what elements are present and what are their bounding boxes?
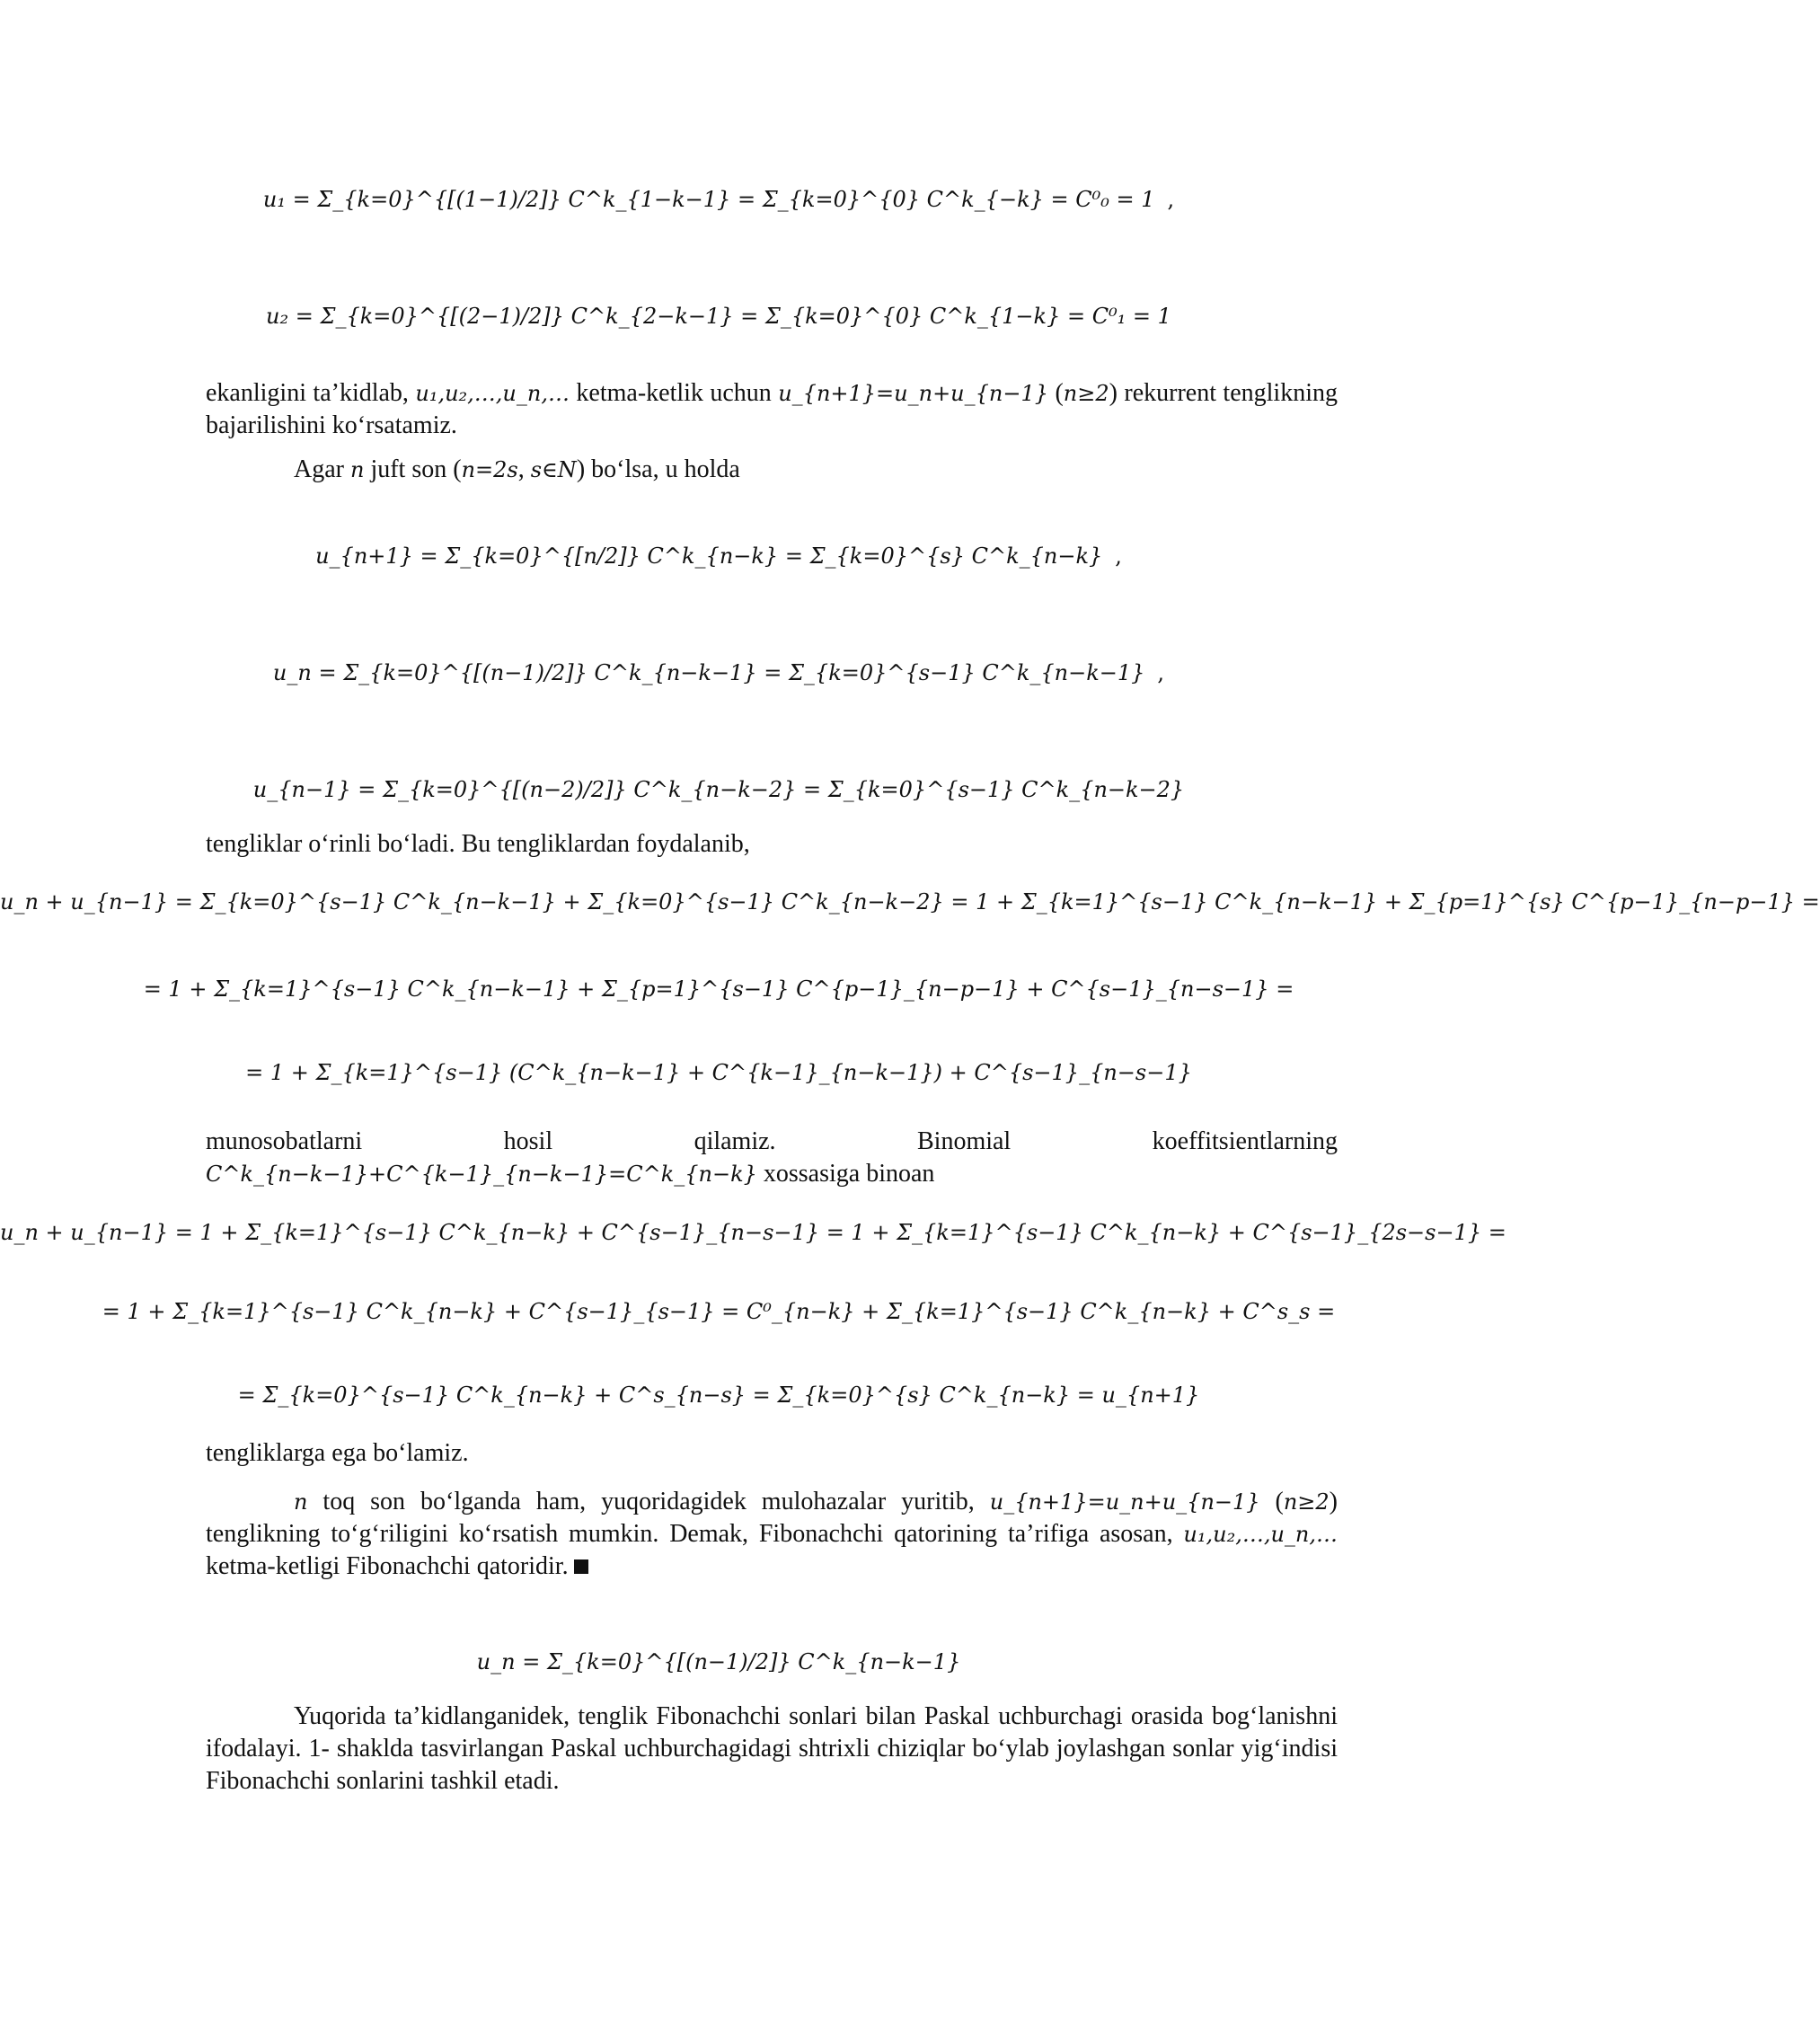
equation-text: u_n + u_{n−1} = Σ_{k=0}^{s−1} C^k_{n−k−1} + Σ_{k=0}^{s−1} C^k_{n−k−2} = 1 + Σ_{k=1}^{s−1} C^k_{n−k−1} + Σ_{p=1}^{s} C^{p−1}_{n−p−1} = [0,889,1820,914]
equation-sum-b2 [0,1299,1437,1324]
inline-math: n≥2 [1063,381,1109,406]
equation-text: u_n = Σ_{k=0}^{[(n−1)/2]} C^k_{n−k−1} = Σ_{k=0}^{s−1} C^k_{n−k−1} [272,660,1145,685]
text-run: ) bo‘lsa, u holda [576,455,740,483]
inline-math: C^k_{n−k−1}+C^{k−1}_{n−k−1}=C^k_{n−k} [206,1162,757,1187]
text-run: Yuqorida ta’kidlanganidek, [294,1702,579,1730]
inline-math: s∈N [530,457,577,482]
inline-math: u₁,u₂,…,u_n,… [415,381,570,406]
paragraph-using-equalities [206,828,1338,861]
equation-text: = 1 + Σ_{k=1}^{s−1} C^k_{n−k} + C^{s−1}_{s−1} = C⁰_{n−k} + Σ_{k=1}^{s−1} C^k_{n−k} + C^s_s = [102,1299,1336,1324]
text-run: munosobatlarni hosil qilamiz. Binomial koeffitsientlarning [206,1127,1338,1155]
equation-comma: , [1157,660,1165,685]
text-run: ketma-ketlik uchun [569,379,779,407]
text-run: tengliklarga ega bo‘lamiz. [206,1439,469,1467]
equation-u2 [0,304,1437,329]
paragraph-we-obtain [206,1437,1338,1470]
inline-math: u₁,u₂,…,u_n,… [1183,1522,1338,1547]
equation-text: u_n + u_{n−1} = 1 + Σ_{k=1}^{s−1} C^k_{n−k} + C^{s−1}_{n−s−1} = 1 + Σ_{k=1}^{s−1} C^k_{n−k} + C^{s−1}_{2s−s−1} = [0,1220,1506,1245]
end-of-proof-square-icon [574,1559,588,1574]
equation-text: = 1 + Σ_{k=1}^{s−1} (C^k_{n−k−1} + C^{k−1}_{n−k−1}) + C^{s−1}_{n−s−1} [245,1060,1192,1085]
equation-text: = 1 + Σ_{k=1}^{s−1} C^k_{n−k−1} + Σ_{p=1}^{s−1} C^{p−1}_{n−p−1} + C^{s−1}_{n−s−1} = [143,976,1294,1002]
inline-math: n [349,457,365,482]
equation-text: u_{n−1} = Σ_{k=0}^{[(n−2)/2]} C^k_{n−k−2} = Σ_{k=0}^{s−1} C^k_{n−k−2} [252,777,1185,802]
equation-text: u_{n+1} = Σ_{k=0}^{[n/2]} C^k_{n−k} = Σ_{k=0}^{s} C^k_{n−k} [315,543,1103,569]
inline-math: n [294,1489,308,1515]
text-run: , [517,455,531,483]
equation-sum-b1 [0,1220,1506,1245]
paragraph-even-case [206,454,1338,486]
text-run: toq son bo‘lganda ham, yuqoridagidek mulohazalar yuritib, [307,1488,990,1515]
text-run: ekanligini ta’kidlab, [206,379,416,407]
equation-text: u_n = Σ_{k=0}^{[(n−1)/2]} C^k_{n−k−1} [476,1649,961,1674]
equation-un-minus-1 [0,777,1437,802]
equation-u2-text: u₂ = Σ_{k=0}^{[(2−1)/2]} C^k_{2−k−1} = Σ_{k=0}^{0} C^k_{1−k} = C⁰₁ = 1 [266,304,1171,329]
inline-math: n≥2 [1283,1489,1330,1515]
inline-math: u_{n+1}=u_n+u_{n−1} [778,381,1049,406]
equation-sum-a2 [0,976,1437,1002]
inline-math: n=2s [461,457,518,482]
equation-u1 [0,187,1437,212]
text-run: tengliklar o‘rinli bo‘ladi. Bu tengliklardan foydalanib, [206,830,750,858]
equation-sum-a1 [0,889,1820,914]
inline-math: u_{n+1}=u_n+u_{n−1} [989,1489,1260,1515]
text-run: ) tenglikning to‘g‘riligini ko‘rsatish mumkin. Demak, Fibonachchi qatorining ta’rifiga asosan, [206,1488,1338,1548]
text-run: ketma-ketligi Fibonachchi qatoridir. [206,1552,569,1580]
text-run: ) rekurrent tenglikning bajarilishini ko‘rsatamiz. [206,379,1338,439]
text-run: ( [1259,1488,1284,1515]
text-run: xossasiga binoan [756,1160,935,1188]
equation-sum-a3 [0,1060,1437,1085]
equation-sum-b3 [0,1383,1437,1408]
equation-un [0,660,1437,685]
equation-comma: , [1167,187,1175,212]
equation-un-final [0,1649,1437,1674]
text-run: ( [1048,379,1064,407]
paragraph-binomial-property [206,1126,1338,1190]
equation-un-plus-1 [0,543,1437,569]
paragraph-odd-case [206,1486,1338,1583]
text-run: tenglik Fibonachchi sonlari bilan Paskal uchburchagi orasida bog‘lanishni ifodalayi. 1- shaklda tasvirlangan Paskal uchburchagidagi shtrixli chiziqlar bo‘ylab joylashgan sonlar yig‘indisi Fibonachchi sonlarini tashkil etadi. [206,1702,1338,1795]
paragraph-recurrence-intro [206,377,1338,442]
text-run: Agar [294,455,350,483]
equation-comma: , [1115,543,1122,569]
text-run: juft son ( [364,455,462,483]
paragraph-pascal-triangle [206,1701,1338,1798]
equation-u1-text: u₁ = Σ_{k=0}^{[(1−1)/2]} C^k_{1−k−1} = Σ_{k=0}^{0} C^k_{−k} = C⁰₀ = 1 [262,187,1155,212]
equation-text: = Σ_{k=0}^{s−1} C^k_{n−k} + C^s_{n−s} = Σ_{k=0}^{s} C^k_{n−k} = u_{n+1} [237,1383,1200,1408]
